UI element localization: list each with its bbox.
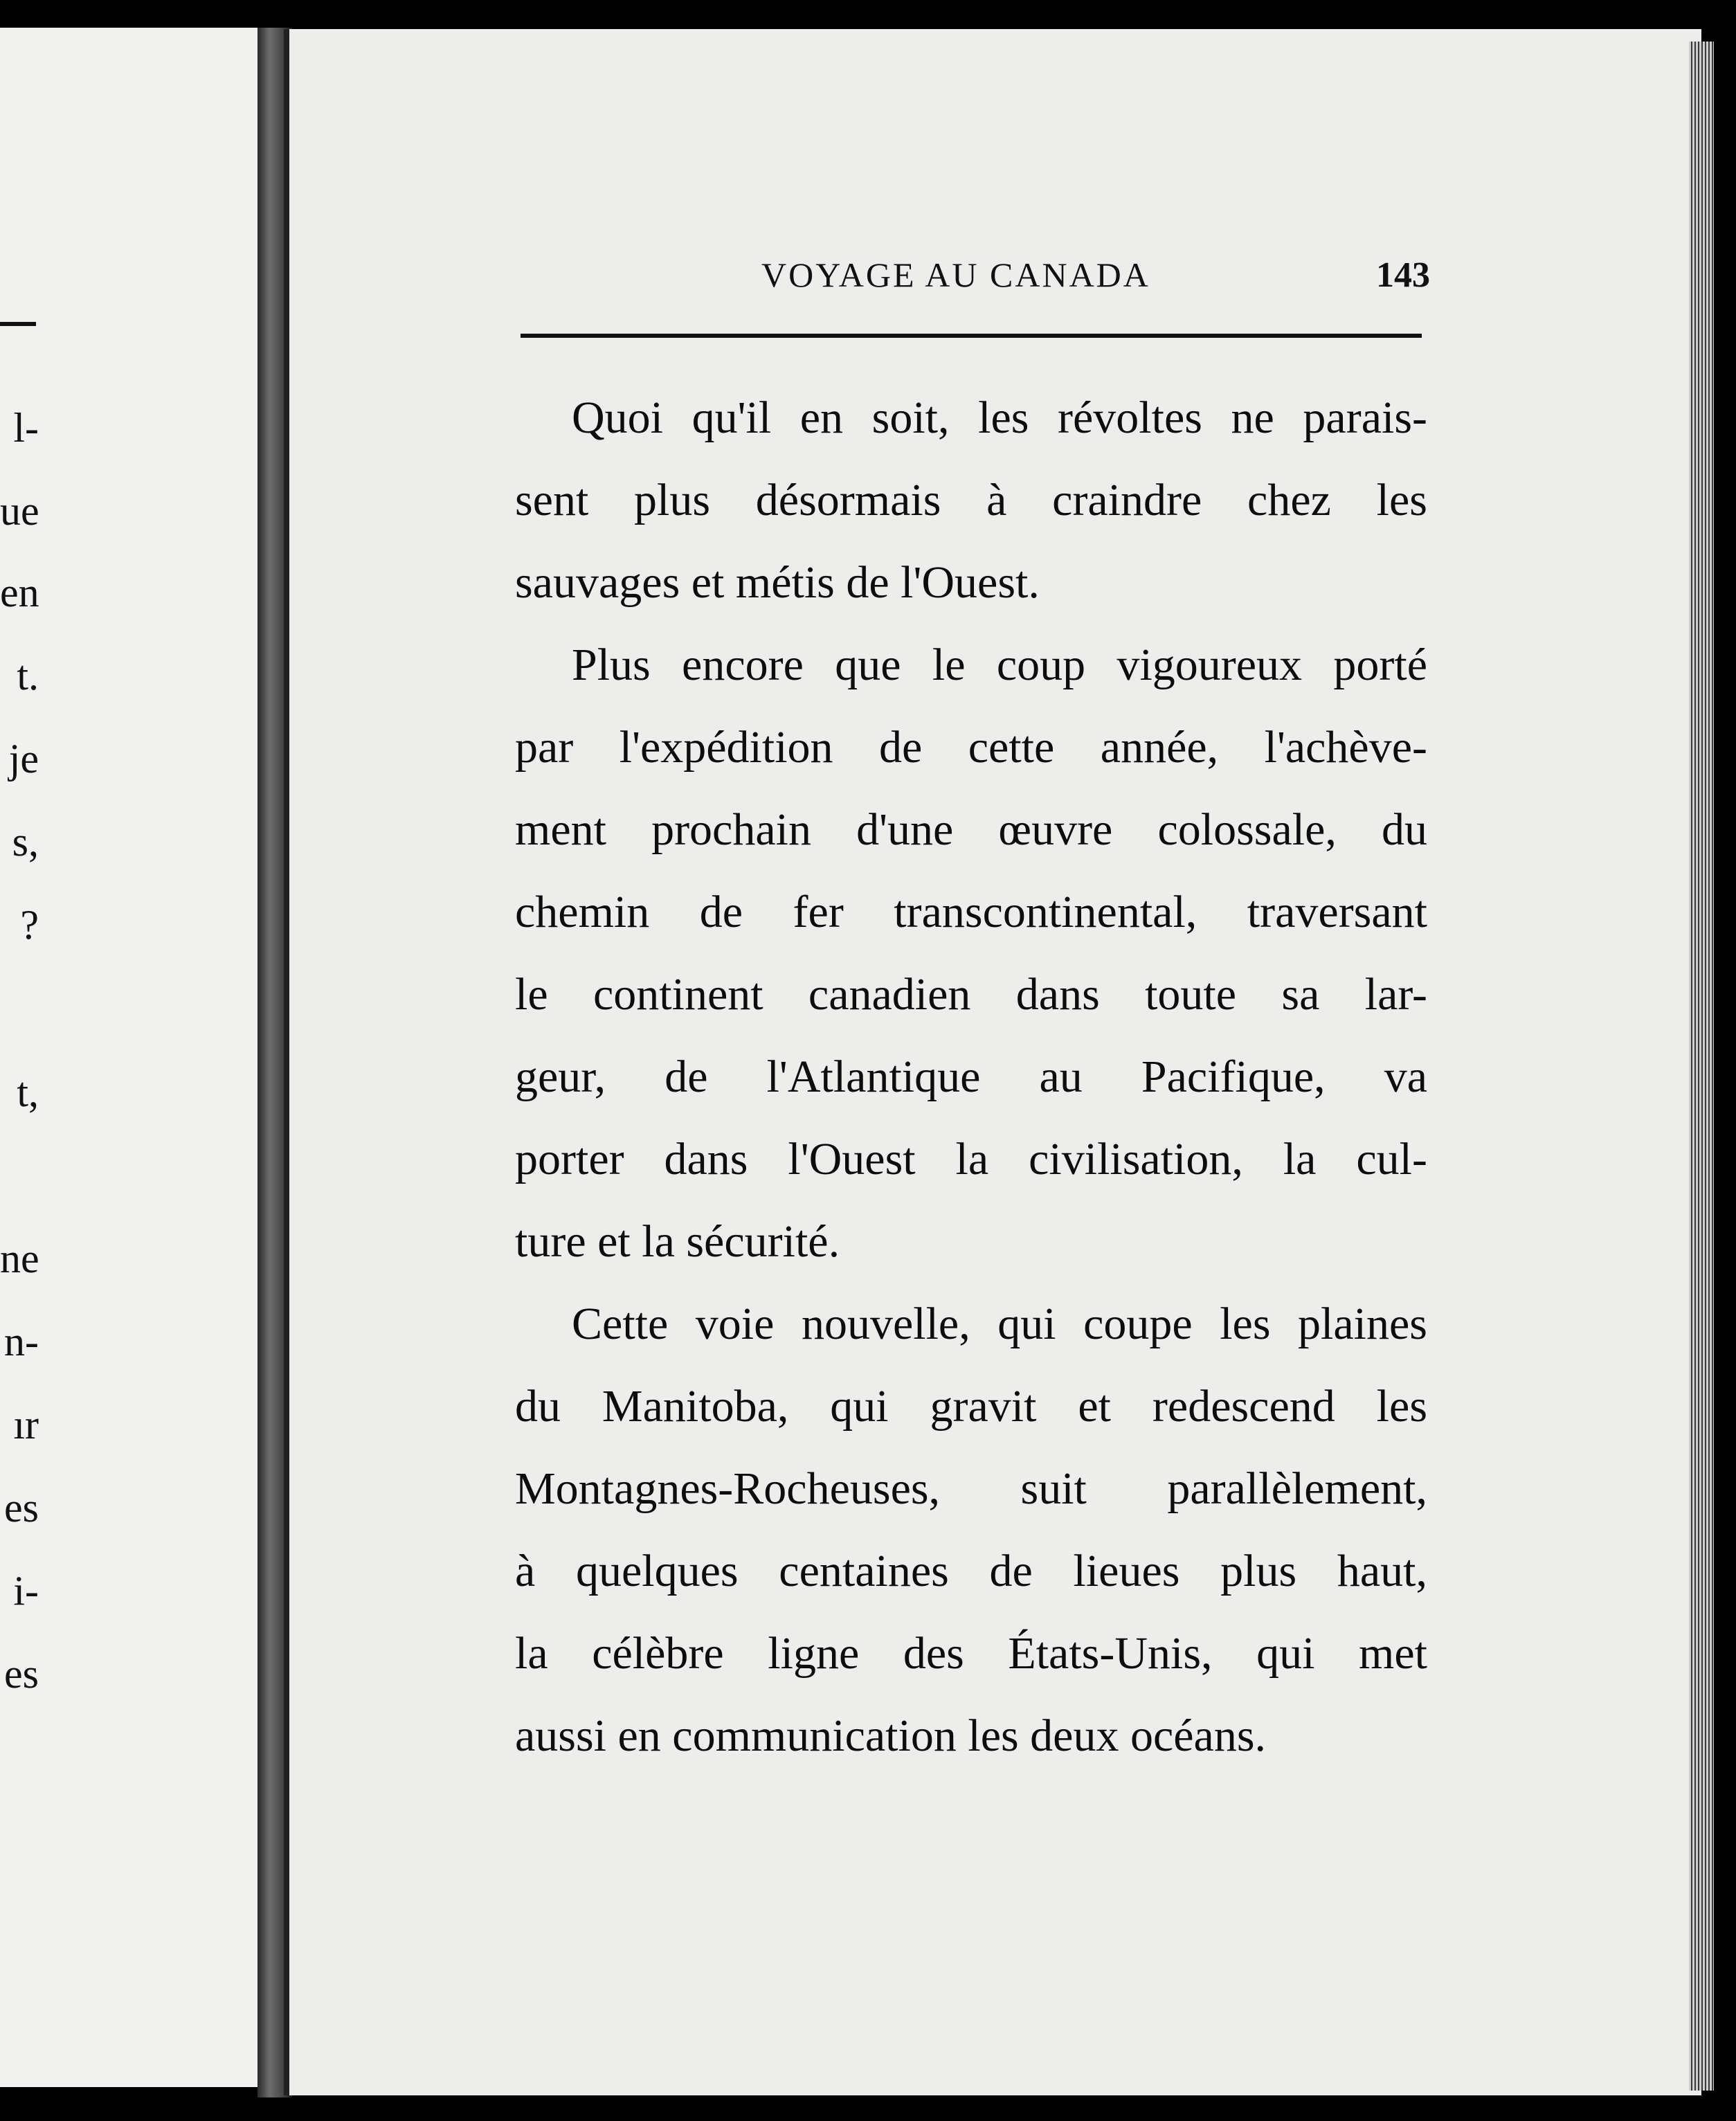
- text-line: Cette voie nouvelle, qui coupe les plaines: [572, 1299, 1427, 1349]
- facing-page-fragment: i-: [13, 1568, 39, 1614]
- text-line: chemin de fer transcontinental, traversant: [515, 887, 1427, 937]
- text-line: ment prochain d'une œuvre colossale, du: [515, 804, 1427, 855]
- facing-page-rule: [0, 322, 36, 326]
- facing-page-fragment: s,: [12, 819, 39, 865]
- text-line: par l'expédition de cette année, l'achève-: [515, 722, 1427, 773]
- facing-page-fragment: es: [4, 1485, 39, 1531]
- text-line: la célèbre ligne des États-Unis, qui met: [515, 1628, 1427, 1679]
- running-head: VOYAGE AU CANADA: [761, 255, 1150, 294]
- page-body: [515, 377, 1427, 1777]
- facing-page-left: [0, 28, 257, 2087]
- text-line: sauvages et métis de l'Ouest.: [515, 557, 1040, 608]
- facing-page-fragment: es: [4, 1651, 39, 1697]
- facing-page-fragment: t.: [17, 653, 39, 698]
- text-line: Montagnes-Rocheuses, suit parallèlement,: [515, 1463, 1427, 1514]
- facing-page-fragment: en: [0, 570, 39, 615]
- facing-page-fragment: ır: [13, 1402, 39, 1447]
- text-line: du Manitoba, qui gravit et redescend les: [515, 1381, 1427, 1432]
- facing-page-fragment: n-: [4, 1319, 39, 1364]
- facing-page-fragment: ue: [0, 488, 39, 534]
- text-line: geur, de l'Atlantique au Pacifique, va: [515, 1052, 1427, 1102]
- page-number: 143: [1376, 255, 1430, 295]
- page-edges: [1689, 42, 1714, 2091]
- text-line: porter dans l'Ouest la civilisation, la cul-: [515, 1134, 1427, 1184]
- header-rule: [521, 334, 1422, 338]
- text-line: Quoi qu'il en soit, les révoltes ne parais-: [572, 392, 1427, 443]
- facing-page-fragment: ?: [20, 902, 39, 948]
- text-line: sent plus désormais à craindre chez les: [515, 475, 1427, 525]
- facing-page-fragment: t,: [17, 1069, 39, 1115]
- text-line: Plus encore que le coup vigoureux porté: [572, 640, 1427, 690]
- facing-page-fragment: ne: [0, 1236, 39, 1281]
- text-line: aussi en communication les deux océans.: [515, 1711, 1267, 1761]
- text-line: ture et la sécurité.: [515, 1216, 840, 1267]
- text-line: le continent canadien dans toute sa lar-: [515, 969, 1427, 1020]
- facing-page-fragment: je: [8, 736, 39, 782]
- facing-page-fragment: l-: [13, 405, 39, 451]
- text-line: à quelques centaines de lieues plus haut,: [515, 1546, 1427, 1596]
